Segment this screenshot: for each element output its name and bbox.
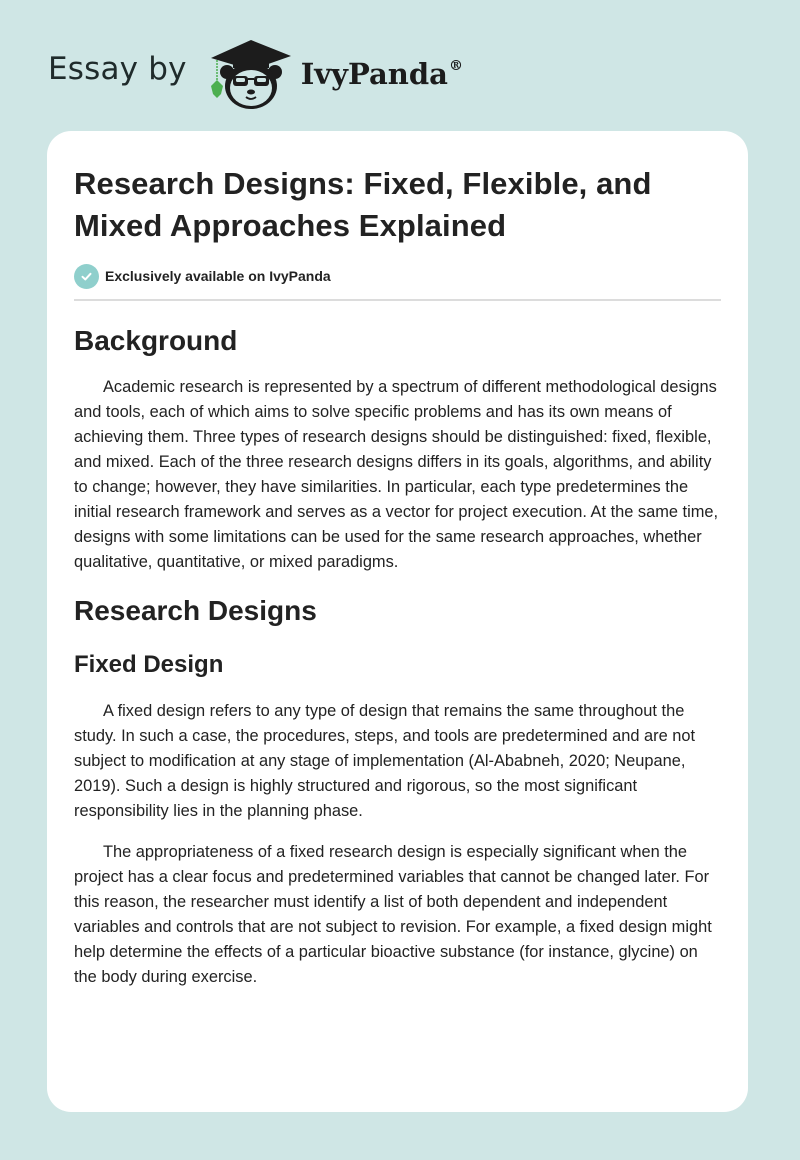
paragraph: Academic research is represented by a spectrum of different methodological designs and tools, each of which aims to solve specific problems and has its own means of achieving them. Three types of research designs should be distinguished: fixed, flexible, and mixed. Each of the three research designs differs in its goals, algorithms, and ability to change; however, they have similarities. In particular, each type predetermines the initial research framework and serves as a vector for project execution. At the same time, designs with some limitations can be used for the same research approaches, whether qualitative, quantitative, or mixed paradigms.: [74, 378, 719, 571]
paragraph: The appropriateness of a fixed research design is especially significant when the project has a clear focus and predetermined variables that cannot be changed later. For this reason, the researcher must identify a list of both dependent and independent variables and controls that are not subject to revision. For example, a fixed design might help determine the effects of a particular bioactive substance (for instance, glycine) on the body during exercise.: [74, 843, 712, 986]
brand-name[interactable]: [301, 57, 463, 91]
paragraph: A fixed design refers to any type of design that remains the same throughout the study. In such a case, the procedures, steps, and tools are predetermined and are not subject to modification at any stage of implementation (Al-Ababneh, 2020; Neupane, 2019). Such a design is highly structured and rigorous, so the most significant responsibility lies in the planning phase.: [74, 702, 696, 820]
divider: [74, 299, 721, 301]
exclusive-text: Exclusively available on IvyPanda: [105, 268, 331, 284]
exclusive-badge: [74, 263, 721, 289]
check-circle-icon: [74, 264, 99, 289]
section-heading-background: Background: [74, 325, 238, 356]
article-card: [47, 131, 748, 1112]
registered-mark: ®: [448, 58, 463, 74]
panda-graduate-icon[interactable]: [205, 34, 297, 110]
page-title: Research Designs: Fixed, Flexible, and Mixed Approaches Explained: [74, 166, 652, 243]
brand-text: IvyPanda: [300, 57, 448, 91]
essay-by-label: Essay by: [48, 51, 187, 87]
site-header: [48, 34, 463, 110]
section-heading-research-designs: Research Designs: [74, 595, 317, 626]
subsection-heading-fixed-design: Fixed Design: [74, 651, 224, 678]
